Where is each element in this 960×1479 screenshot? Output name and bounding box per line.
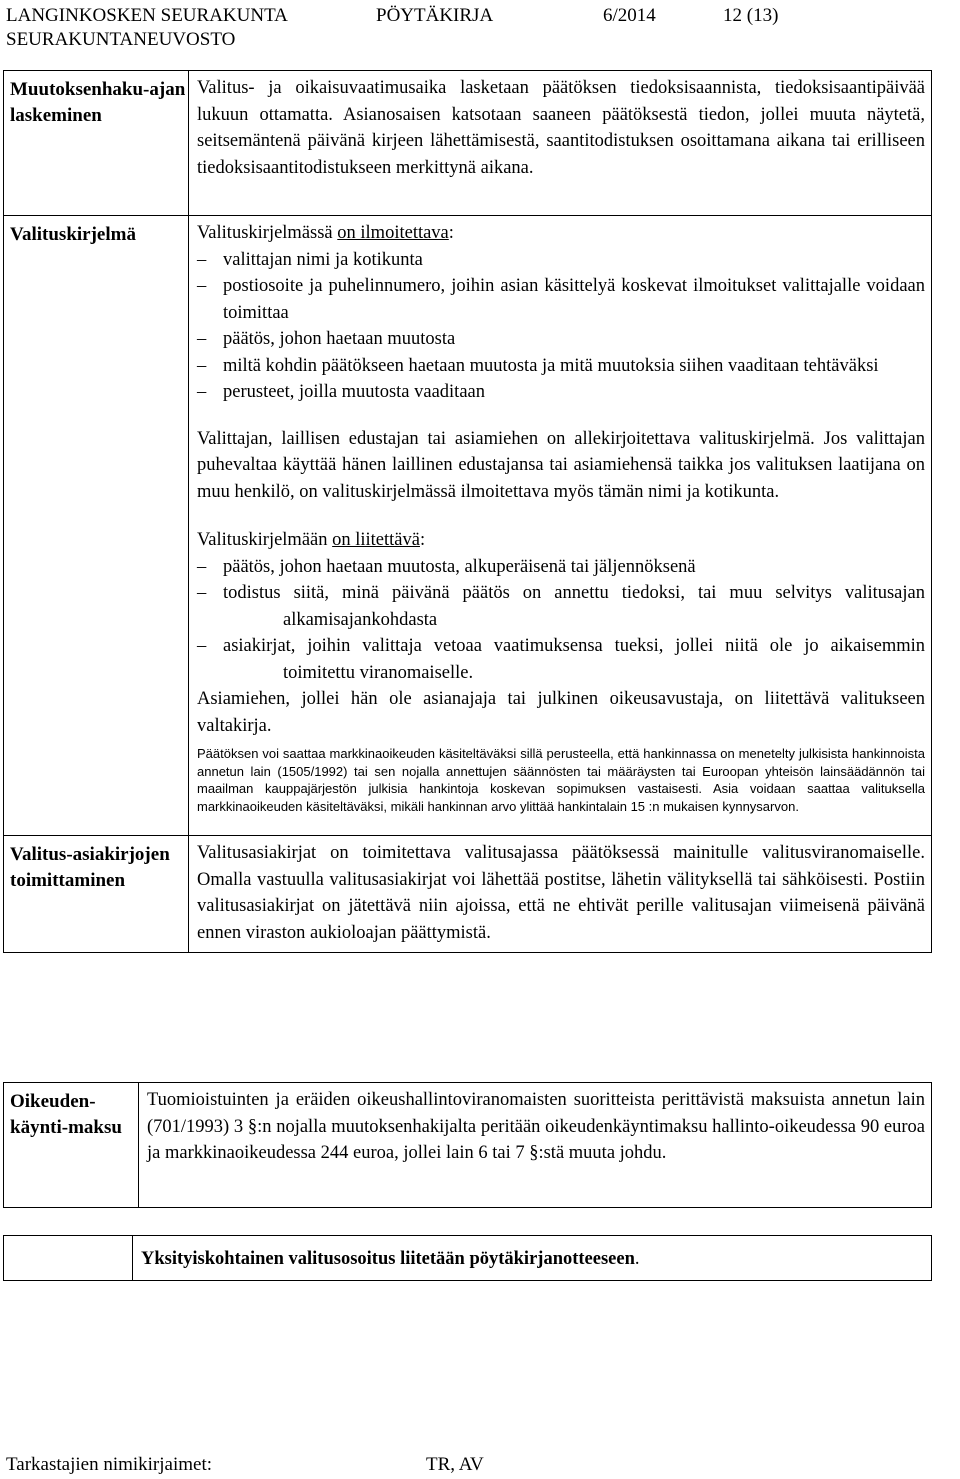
list-item: – valittajan nimi ja kotikunta <box>197 247 925 274</box>
attach-post: : <box>419 530 426 550</box>
reviewer-initials: TR, AV <box>426 1454 484 1475</box>
section-label <box>4 71 189 216</box>
toimittaminen-text: Valitusasiakirjat on toimitettava valitusajassa päätöksessä mainitulle valitusviranomaiselle. Omalla vastuulla valitusasiakirjat voi lähettää postitse, lähetin välityksellä tai sähköisesti. Postiin valitusasiakirjat on jätettävä niin ajoissa, että ne ehtivät perille valitusajan viimeisenä päivänä ennen viraston aukioloajan päättymistä. <box>197 843 925 943</box>
body-name: SEURAKUNTANEUVOSTO <box>6 29 236 50</box>
final-note <box>133 1236 932 1281</box>
reviewer-initials-label: Tarkastajien nimikirjaimet: <box>6 1454 213 1475</box>
intro-pre: Valituskirjelmässä <box>197 223 338 243</box>
list-item: – todistus siitä, minä päivänä päätös on annettu tiedoksi, tai muu selvitys valitusajan alkamisajankohdasta <box>197 580 925 633</box>
section-valituskirjelma <box>4 216 932 836</box>
list-item: – miltä kohdin päätökseen haetaan muutosta ja mitä muutoksia siihen vaaditaan tehtäväksi <box>197 353 925 380</box>
required-items-list <box>197 247 925 406</box>
attachments-list <box>197 554 925 687</box>
attach-underlined: on liitettävä <box>332 530 420 550</box>
intro-underlined: on ilmoitettava <box>337 223 449 243</box>
label-muutoksenhaku: Muutoksenhaku-ajan laskeminen <box>10 79 186 126</box>
final-note-row <box>4 1236 932 1281</box>
label-toimittaminen: Valitus-asiakirjojen toimittaminen <box>10 844 170 891</box>
muutoksenhaku-text: Valitus- ja oikaisuvaatimusaika lasketaan päätöksen tiedoksisaannista, tiedoksisaantipäivää lukuun ottamatta. Asianosaisen katsotaan saaneen päätöksestä tiedon, jollei muuta näytetä, seitsemäntenä päivänä kirjeen lähettämisestä, saantitodistuksen osoittamana aikana tai erilliseen tiedoksisaantitodistukseen merkittynä aikana. <box>197 78 925 178</box>
list-item: – päätös, johon haetaan muutosta <box>197 326 925 353</box>
label-oikeudenkaynti: Oikeuden-käynti-maksu <box>10 1091 122 1138</box>
intro-line <box>197 220 925 247</box>
final-note-bold: Yksityiskohtainen valitusosoitus liitetään pöytäkirjanotteeseen <box>141 1249 635 1269</box>
page-number: 12 (13) <box>723 5 779 26</box>
court-fee-table <box>3 1082 932 1208</box>
list-item: – päätös, johon haetaan muutosta, alkuperäisenä tai jäljennöksenä <box>197 554 925 581</box>
final-note-table <box>3 1235 932 1281</box>
empty-label <box>4 1236 133 1281</box>
doc-number: 6/2014 <box>603 5 656 26</box>
final-note-tail: . <box>634 1249 640 1269</box>
proxy-text: Asiamiehen, jollei hän ole asianajaja tai julkinen oikeusavustaja, on liitettävä valitukseen valtakirja. <box>197 689 925 736</box>
list-item: – perusteet, joilla muutosta vaaditaan <box>197 379 925 406</box>
section-content <box>139 1083 932 1208</box>
section-label <box>4 216 189 836</box>
oikeudenkaynti-text: Tuomioistuinten ja eräiden oikeushallintoviranomaisten suoritteista perittävistä maksuista annetun lain (701/1993) 3 §:n nojalla muutoksenhakijalta peritään oikeudenkäyntimaksu hallinto-oikeudessa 90 euroa ja markkinaoikeudessa 244 euroa, jollei lain 6 tai 7 §:stä muuta johdu. <box>147 1090 925 1163</box>
section-toimittaminen <box>4 836 932 953</box>
label-valituskirjelma: Valituskirjelmä <box>10 224 136 245</box>
appeal-instructions-table <box>3 70 932 953</box>
procurement-note: Päätöksen voi saattaa markkinaoikeuden käsiteltäväksi sillä perusteella, että hankinnassa on menetelty julkisista hankinnoista annetun lain (1505/1992) tai sen nojalla annettujen säännösten tai määräysten tai Euroopan yhteisön lainsäädännön tai maailman kauppajärjestön julkisia hankintoja koskevan sopimuksen vastaisesti. Asia voidaan saattaa valituksella markkinaoikeuden käsiteltäväksi, mikäli hankinnan arvo ylittää hankintalain 15 :n mukaisen kynnysarvon. <box>197 746 925 814</box>
org-name: LANGINKOSKEN SEURAKUNTA <box>6 5 288 26</box>
doc-type: PÖYTÄKIRJA <box>376 5 494 26</box>
intro-post: : <box>448 223 454 243</box>
section-label <box>4 836 189 953</box>
section-content <box>189 216 932 836</box>
section-label <box>4 1083 139 1208</box>
attach-pre: Valituskirjelmään <box>197 530 333 550</box>
attach-intro <box>197 527 925 554</box>
section-content <box>189 71 932 216</box>
section-muutoksenhaku <box>4 71 932 216</box>
section-content <box>189 836 932 953</box>
signing-text: Valittajan, laillisen edustajan tai asiamiehen on allekirjoitettava valituskirjelmä. Jos valittajan puhevaltaa käyttää hänen laillinen edustajansa tai asiamiehensä taikka jos valituksen laatijana on muu henkilö, on valituskirjelmässä ilmoitettava myös tämän nimi ja kotikunta. <box>197 428 925 502</box>
list-item: – asiakirjat, joihin valittaja vetoaa vaatimuksensa tueksi, jollei niitä ole jo aikaisemmin toimitettu viranomaiselle. <box>197 633 925 686</box>
section-oikeudenkaynti <box>4 1083 932 1208</box>
list-item: – postiosoite ja puhelinnumero, joihin asian käsittelyä koskevat ilmoitukset valittajalle voidaan toimittaa <box>197 273 925 326</box>
